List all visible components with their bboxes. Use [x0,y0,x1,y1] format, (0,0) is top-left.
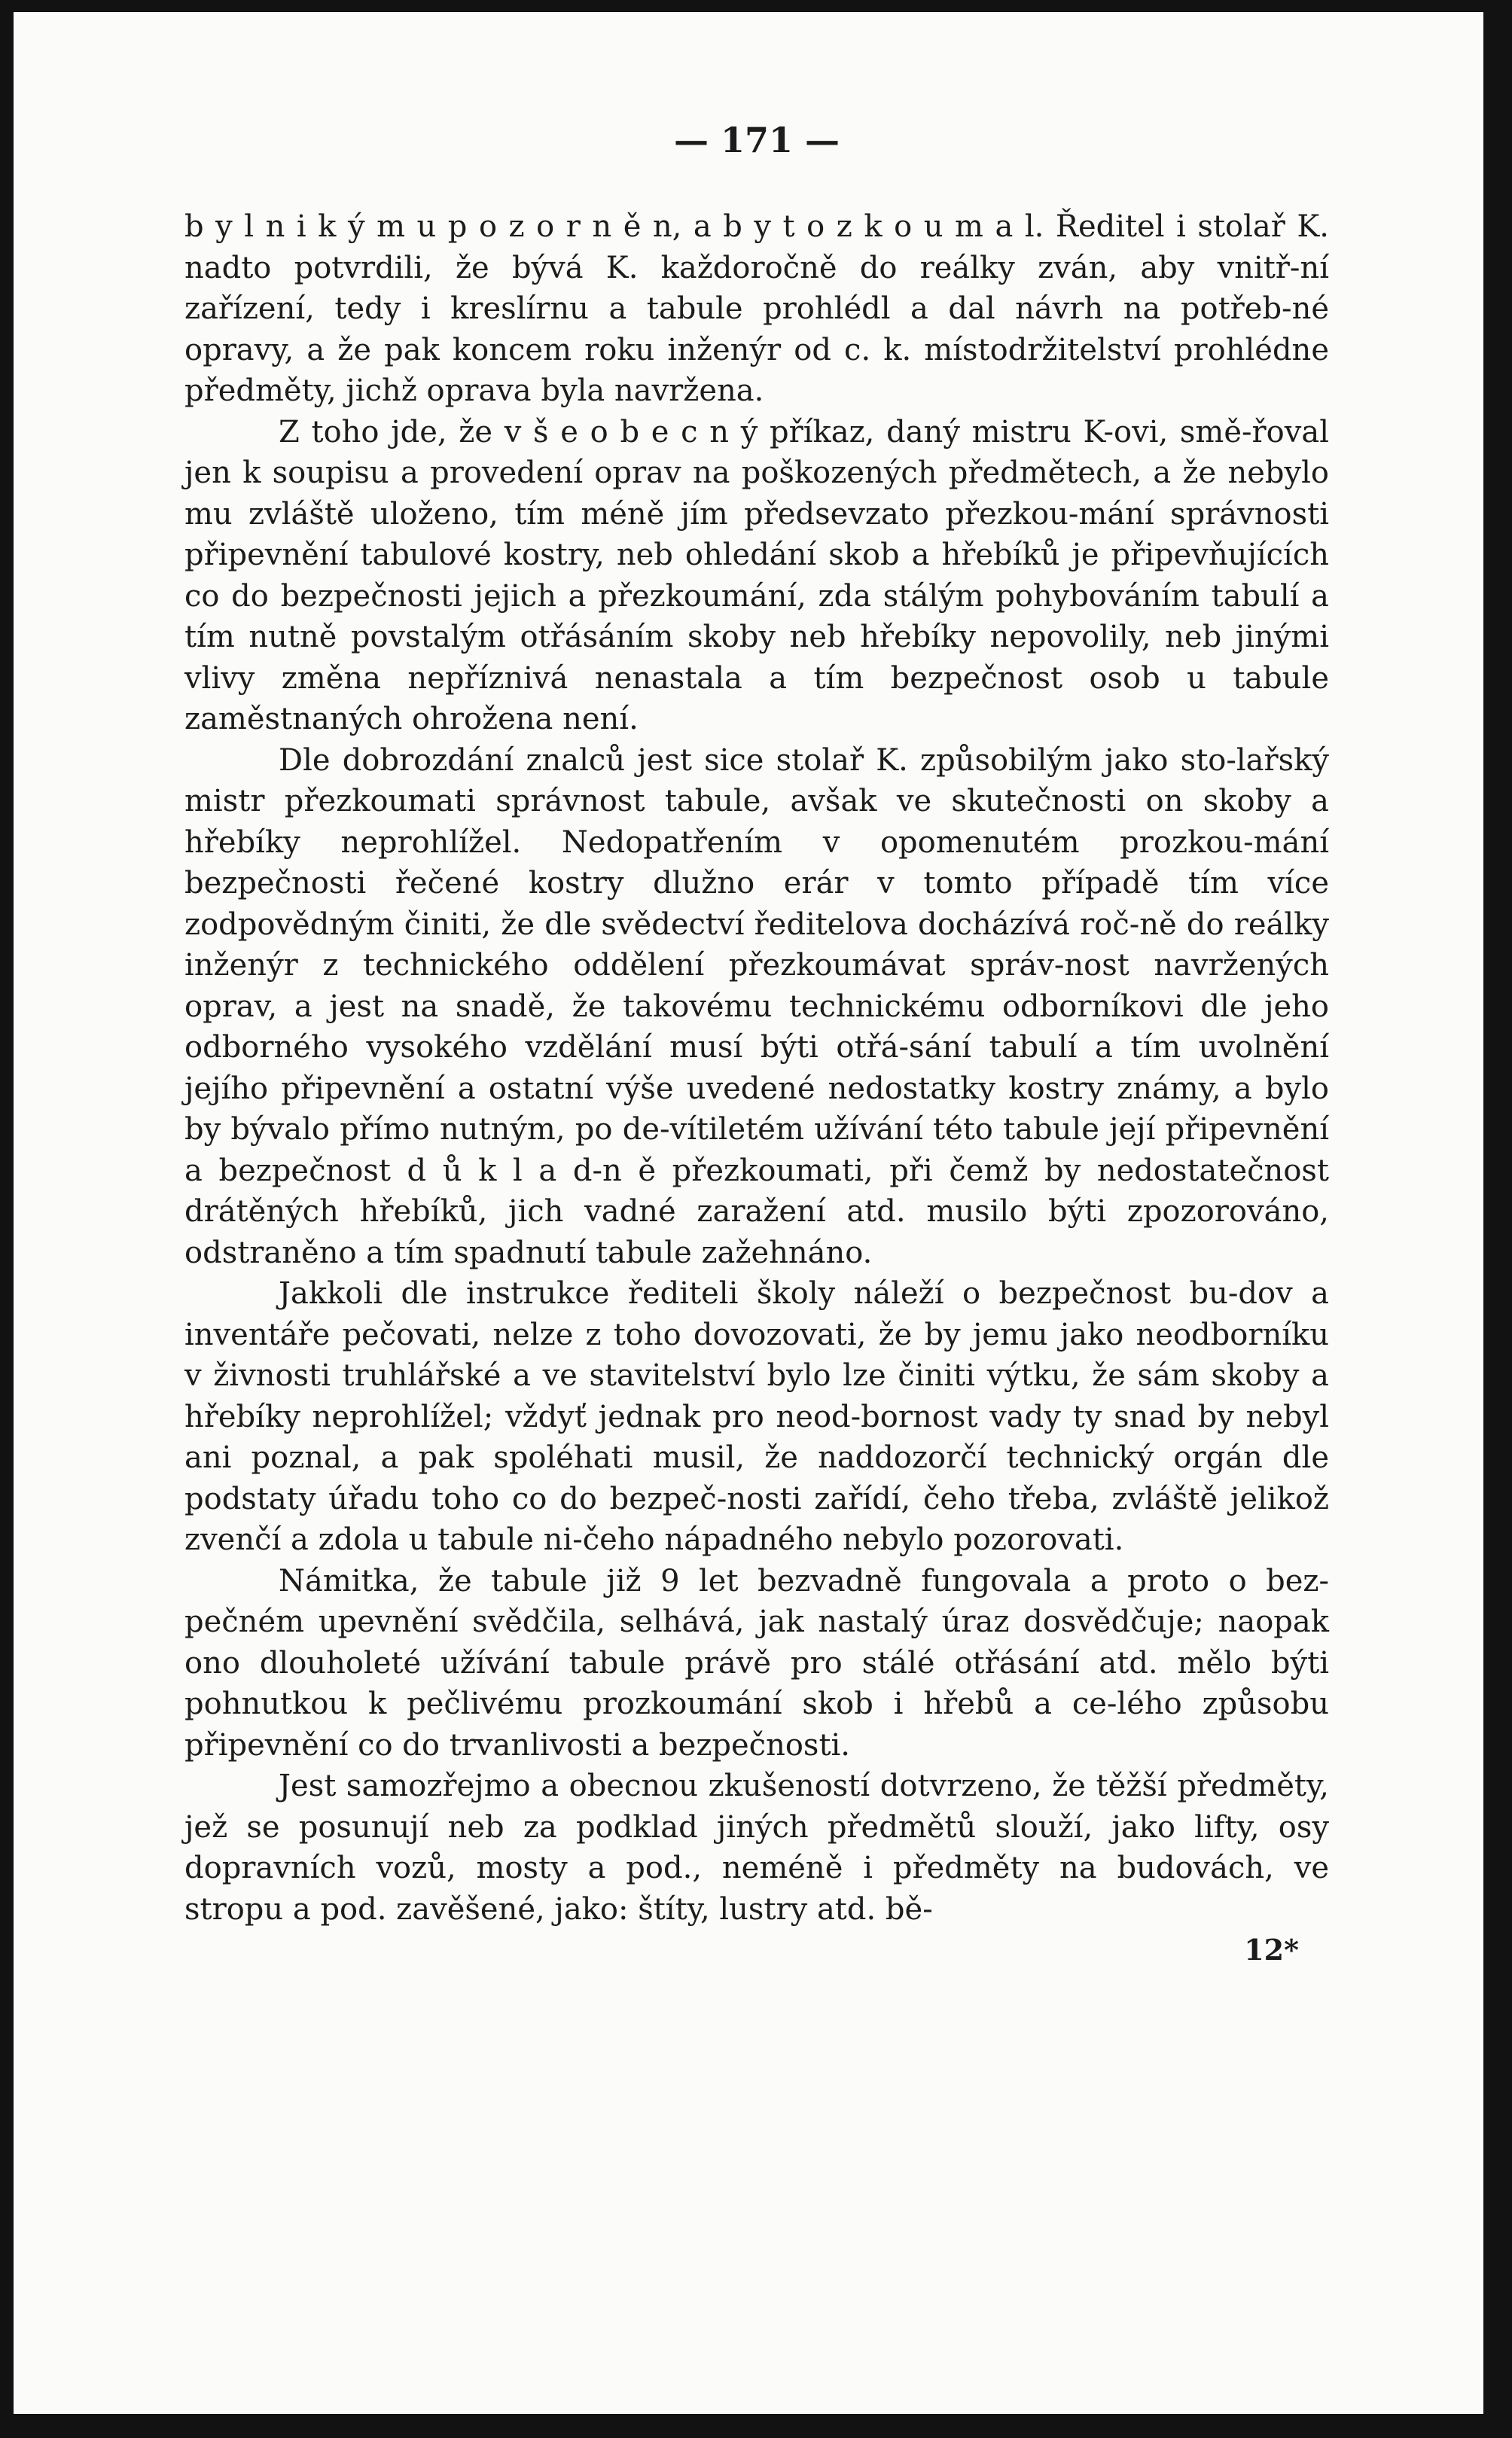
page-text-block [184,119,1329,1970]
sheet-signature-mark: 12* [1244,1933,1299,1967]
paragraph-5: Námitka, že tabule již 9 let bezvadně fungovala a proto o bez-pečném upevnění svědčila, selhává, jak nastalý úraz dosvědčuje; naopak ono dlouholeté užívání tabule právě pro stálé otřásání atd. mělo býti pohnutkou k pečlivému prozkoumání skob i hřebů a ce-lého způsobu připevnění co do trvanlivosti a bezpečnosti. [184,1563,1329,1763]
paragraph-3: Dle dobrozdání znalců jest sice stolař K. způsobilým jako sto-lařský mistr přezkoumati správnost tabule, avšak ve skutečnosti on skoby a hřebíky neprohlížel. Nedopatřením v opomenutém prozkou-mání bezpečnosti řečené kostry dlužno erár v tomto případě tím více zodpovědným činiti, že dle svědectví ředitelova docházívá roč-ně do reálky inženýr z technického oddělení přezkoumávat správ-nost navržených oprav, a jest na snadě, že takovému technickému odborníkovi dle jeho odborného vysokého vzdělání musí býti otřá-sání tabulí a tím uvolnění jejího připevnění a ostatní výše uvedené nedostatky kostry známy, a bylo by bývalo přímo nutným, po de-vítiletém užívání této tabule její připevnění a bezpečnost d ů k l a d-n ě přezkoumati, při čemž by nedostatečnost drátěných hřebíků, jich vadné zaražení atd. musilo býti zpozorováno, odstraněno a tím spadnutí tabule zažehnáno. [184,742,1329,1270]
paragraph-6: Jest samozřejmo a obecnou zkušeností dotvrzeno, že těžší předměty, jež se posunují neb za podklad jiných předmětů slouží, jako lifty, osy dopravních vozů, mosty a pod., neméně i předměty na budovách, ve stropu a pod. zavěšené, jako: štíty, lustry atd. bě- [184,1769,1329,1927]
paragraph-2: Z toho jde, že v š e o b e c n ý příkaz, daný mistru K-ovi, smě-řoval jen k soupisu a provedení oprav na poškozených předmětech, a že nebylo mu zvláště uloženo, tím méně jím předsevzato přezkou-mání správnosti připevnění tabulové kostry, neb ohledání skob a hřebíků je připevňujících co do bezpečnosti jejich a přezkoumání, zda stálým pohybováním tabulí a tím nutně povstalým otřásáním skoby neb hřebíky nepovolily, neb jinými vlivy změna nepříznivá nenastala a tím bezpečnost osob u tabule zaměstnaných ohrožena není. [184,414,1329,736]
document-page [14,12,1483,2414]
page-number: — 171 — [673,120,840,160]
paragraph-4: Jakkoli dle instrukce řediteli školy náleží o bezpečnost bu-dov a inventáře pečovati, nelze z toho dovozovati, že by jemu jako neodborníku v živnosti truhlářské a ve stavitelství bylo lze činiti výtku, že sám skoby a hřebíky neprohlížel; vždyť jednak pro neod-bornost vady ty snad by nebyl ani poznal, a pak spoléhati musil, že naddozorčí technický orgán dle podstaty úřadu toho co do bezpeč-nosti zařídí, čeho třeba, zvláště jelikož zvenčí a zdola u tabule ni-čeho nápadného nebylo pozorovati. [184,1276,1329,1557]
paragraph-1: b y l n i k ý m u p o z o r n ě n, a b y t o z k o u m a l. Ředitel i stolař K. nadto potvrdili, že bývá K. každoročně do reálky zván, aby vnitř-ní zařízení, tedy i kreslírnu a tabule prohlédl a dal návrh na potřeb-né opravy, a že pak koncem roku inženýr od c. k. místodržitelství prohlédne předměty, jichž oprava byla navržena. [184,209,1329,408]
